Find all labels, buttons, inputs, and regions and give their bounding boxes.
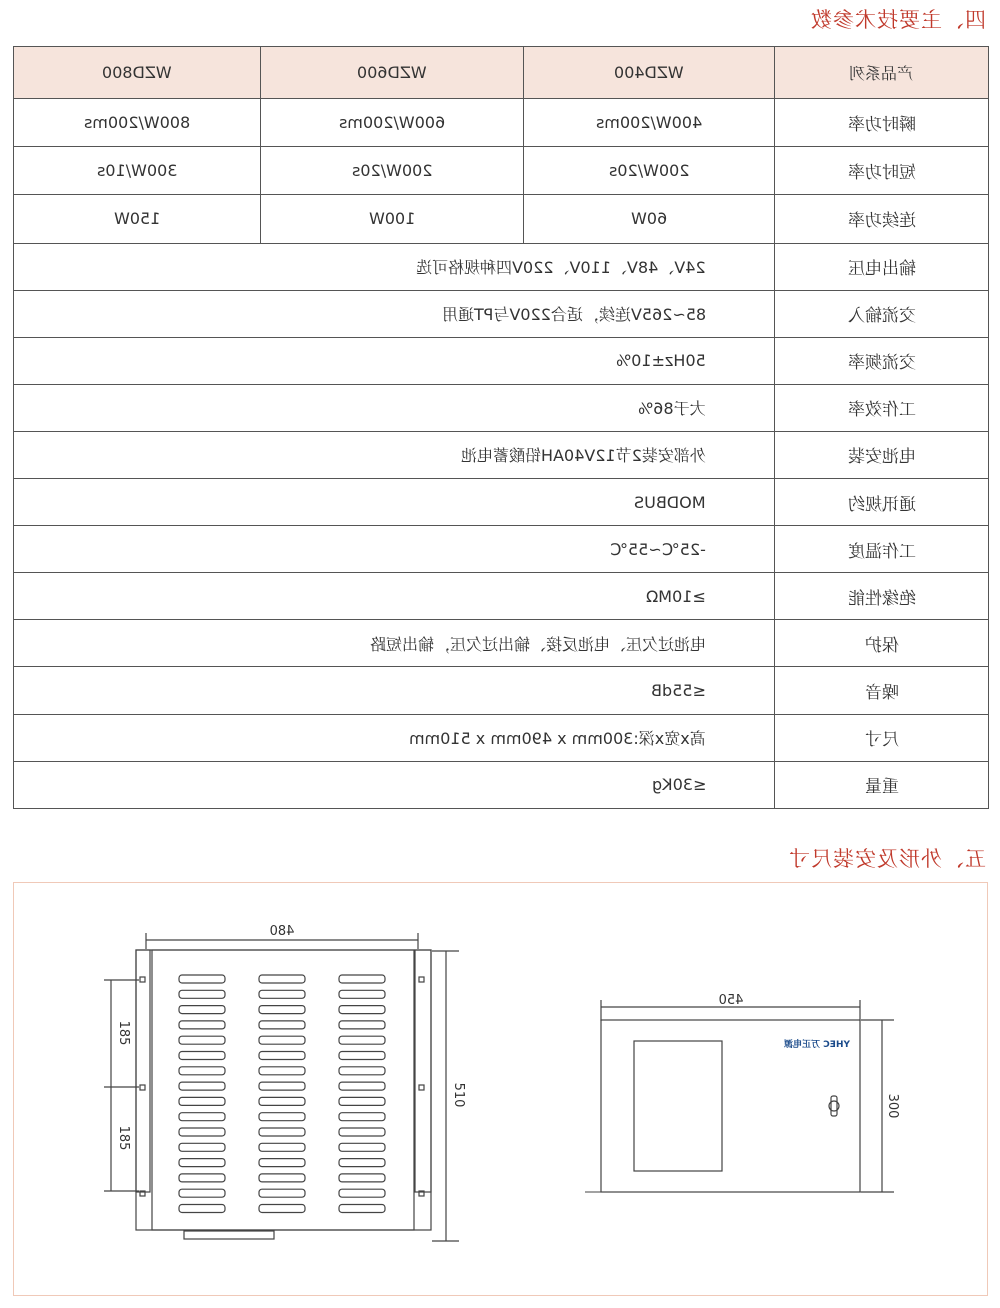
row-label [775, 337, 989, 384]
row-label [775, 526, 989, 573]
vent-slot [179, 990, 225, 998]
cell-value: 60W [630, 209, 668, 229]
cell-value: ≥10MΩ [646, 586, 706, 606]
cell-value: 100W [368, 209, 416, 229]
table-cell [14, 147, 261, 195]
table-row [14, 479, 989, 526]
model-header [524, 47, 775, 99]
section-title-parameters [810, 4, 986, 34]
row-label [775, 290, 989, 337]
vent-slot [339, 1113, 385, 1121]
vent-slot [259, 1174, 305, 1182]
table-row [14, 431, 989, 478]
row-label-text: 保护 [864, 635, 899, 656]
table-cell-wide [14, 667, 775, 714]
table-cell-wide [14, 337, 775, 384]
vent-slot [339, 1159, 385, 1167]
front-height-label: 300 [885, 1093, 900, 1119]
vent-slot [339, 1021, 385, 1029]
table-cell [14, 99, 261, 147]
row-label-text: 噪音 [864, 683, 899, 704]
spec-table [13, 46, 989, 809]
vent-slot [179, 1174, 225, 1182]
row-label [775, 667, 989, 714]
front-view-window [634, 1041, 722, 1171]
vent-slot [259, 1082, 305, 1090]
vent-slot [259, 1067, 305, 1075]
vent-slot [179, 1036, 225, 1044]
row-label-text: 绝缘性能 [847, 588, 916, 609]
table-cell [261, 147, 524, 195]
table-row [14, 337, 989, 384]
table-row [14, 667, 989, 714]
vent-slot [179, 1159, 225, 1167]
header-label [775, 47, 989, 99]
spacing-upper-label: 185 [116, 1020, 131, 1046]
cell-value: 电池过欠压、电池反接、输出过欠压，输出短路 [369, 634, 706, 654]
row-label-text: 重量 [864, 777, 899, 798]
row-label-text: 短时功率 [847, 163, 916, 184]
table-cell [524, 147, 775, 195]
row-label-text: 交流频率 [847, 353, 916, 374]
row-label [775, 620, 989, 667]
table-cell [524, 195, 775, 243]
row-label-text: 工作效率 [847, 400, 916, 421]
vent-slot [179, 1052, 225, 1060]
table-cell-wide [14, 479, 775, 526]
cell-value: 200W/20s [351, 161, 433, 181]
model-name: WZD600 [357, 63, 427, 83]
section-title-parameters-text: 四、主要技术参数 [810, 8, 986, 32]
row-label [775, 99, 989, 147]
table-cell [261, 99, 524, 147]
row-label [775, 384, 989, 431]
row-label [775, 243, 989, 290]
vent-slot [179, 1021, 225, 1029]
vent-slot [339, 990, 385, 998]
vent-slot [259, 1113, 305, 1121]
vent-slot [259, 1205, 305, 1213]
row-label [775, 714, 989, 761]
table-row [14, 620, 989, 667]
cell-value: 50Hz±10% [616, 351, 706, 371]
vent-slot [259, 1189, 305, 1197]
row-label-text: 尺寸 [864, 730, 899, 751]
model-name: WZD800 [102, 63, 172, 83]
row-label [775, 195, 989, 243]
table-cell-wide [14, 384, 775, 431]
cell-value: MODBUS [634, 492, 706, 512]
table-row [14, 573, 989, 620]
front-view-drawing [585, 1000, 894, 1192]
cell-value: 大于86% [638, 399, 706, 419]
vent-slot [259, 1036, 305, 1044]
dimension-drawing-frame [13, 882, 988, 1296]
table-header-row [14, 47, 989, 99]
vent-slot [259, 1052, 305, 1060]
row-label [775, 573, 989, 620]
table-cell [14, 195, 261, 243]
table-cell [524, 99, 775, 147]
table-row [14, 99, 989, 147]
ventilation-slots [179, 975, 385, 1213]
model-header [261, 47, 524, 99]
row-label-text: 电池安装 [847, 447, 916, 468]
vent-slot [339, 1097, 385, 1105]
dimension-drawing [14, 883, 987, 1295]
table-cell-wide [14, 526, 775, 573]
vent-slot [339, 1067, 385, 1075]
vent-slot [339, 1189, 385, 1197]
brand-logo: YHEC 万正电源 [784, 1040, 850, 1050]
cell-value: 200W/20s [608, 161, 690, 181]
vent-slot [339, 1082, 385, 1090]
row-label [775, 479, 989, 526]
vent-slot [179, 1205, 225, 1213]
vent-slot [179, 975, 225, 983]
row-label-text: 工作温度 [847, 541, 916, 562]
vent-slot [259, 1021, 305, 1029]
cell-value: 24V、48V、110V、220V四种规格可选 [416, 258, 706, 278]
vent-slot [259, 1143, 305, 1151]
row-label-text: 交流输入 [847, 306, 916, 327]
vent-slot [339, 975, 385, 983]
cell-value: -25℃~55℃ [610, 539, 706, 559]
vent-slot [259, 1006, 305, 1014]
cell-value: ≤30Kg [651, 775, 706, 795]
vent-slot [179, 1067, 225, 1075]
cell-value: 300W/10s [96, 161, 178, 181]
table-cell-wide [14, 243, 775, 290]
row-label-text: 连续功率 [847, 211, 916, 232]
vent-slot [179, 1006, 225, 1014]
spacing-lower-label: 185 [116, 1125, 131, 1151]
vent-slot [179, 1143, 225, 1151]
table-row [14, 526, 989, 573]
vent-slot [179, 1113, 225, 1121]
table-row [14, 195, 989, 243]
table-cell-wide [14, 620, 775, 667]
vent-slot [339, 1006, 385, 1014]
vent-slot [179, 1189, 225, 1197]
model-name: WZD400 [614, 63, 684, 83]
table-cell [261, 195, 524, 243]
left-ear [136, 950, 150, 1192]
row-label [775, 761, 989, 808]
cell-value: ≤55dB [651, 681, 706, 701]
vent-slot [179, 1097, 225, 1105]
table-cell-wide [14, 290, 775, 337]
front-width-label: 450 [718, 993, 744, 1008]
vent-slot [339, 1205, 385, 1213]
row-label [775, 431, 989, 478]
cell-value: 高x宽x深:300mm x 490mm x 510mm [409, 729, 706, 749]
vent-slot [339, 1128, 385, 1136]
cell-value: 600W/200ms [338, 113, 446, 133]
row-label-text: 通讯规约 [847, 494, 916, 515]
table-cell-wide [14, 431, 775, 478]
table-cell-wide [14, 761, 775, 808]
vent-slot [339, 1174, 385, 1182]
table-row [14, 714, 989, 761]
vent-slot [179, 1082, 225, 1090]
table-row [14, 290, 989, 337]
row-label-text: 瞬时功率 [847, 115, 916, 136]
model-header [14, 47, 261, 99]
vent-slot [339, 1143, 385, 1151]
vent-slot [339, 1052, 385, 1060]
header-label-text: 产品系列 [849, 64, 914, 84]
section-title-dimensions [788, 843, 986, 873]
row-label-text: 输出电压 [847, 259, 916, 280]
table-row [14, 384, 989, 431]
vent-slot [259, 1128, 305, 1136]
table-cell-wide [14, 573, 775, 620]
table-row [14, 243, 989, 290]
right-ear [415, 950, 431, 1192]
section-title-dimensions-text: 五、外形及安装尺寸 [788, 847, 986, 871]
cell-value: 外部安装2节12V40AH铅酸蓄电池 [461, 446, 706, 466]
width-dim-label: 480 [269, 924, 295, 939]
cell-value: 800W/200ms [83, 113, 191, 133]
table-cell-wide [14, 714, 775, 761]
depth-dim-label: 510 [451, 1082, 466, 1108]
cell-value: 85~265V连续，适合220V与PT通用 [441, 305, 706, 325]
vent-slot [259, 990, 305, 998]
table-row [14, 761, 989, 808]
top-view-drawing [104, 933, 459, 1241]
top-view-tab [184, 1231, 274, 1239]
table-row [14, 147, 989, 195]
cell-value: 150W [113, 209, 161, 229]
row-label [775, 147, 989, 195]
vent-slot [259, 975, 305, 983]
vent-slot [179, 1128, 225, 1136]
cell-value: 400W/200ms [595, 113, 703, 133]
vent-slot [259, 1159, 305, 1167]
vent-slot [259, 1097, 305, 1105]
vent-slot [339, 1036, 385, 1044]
